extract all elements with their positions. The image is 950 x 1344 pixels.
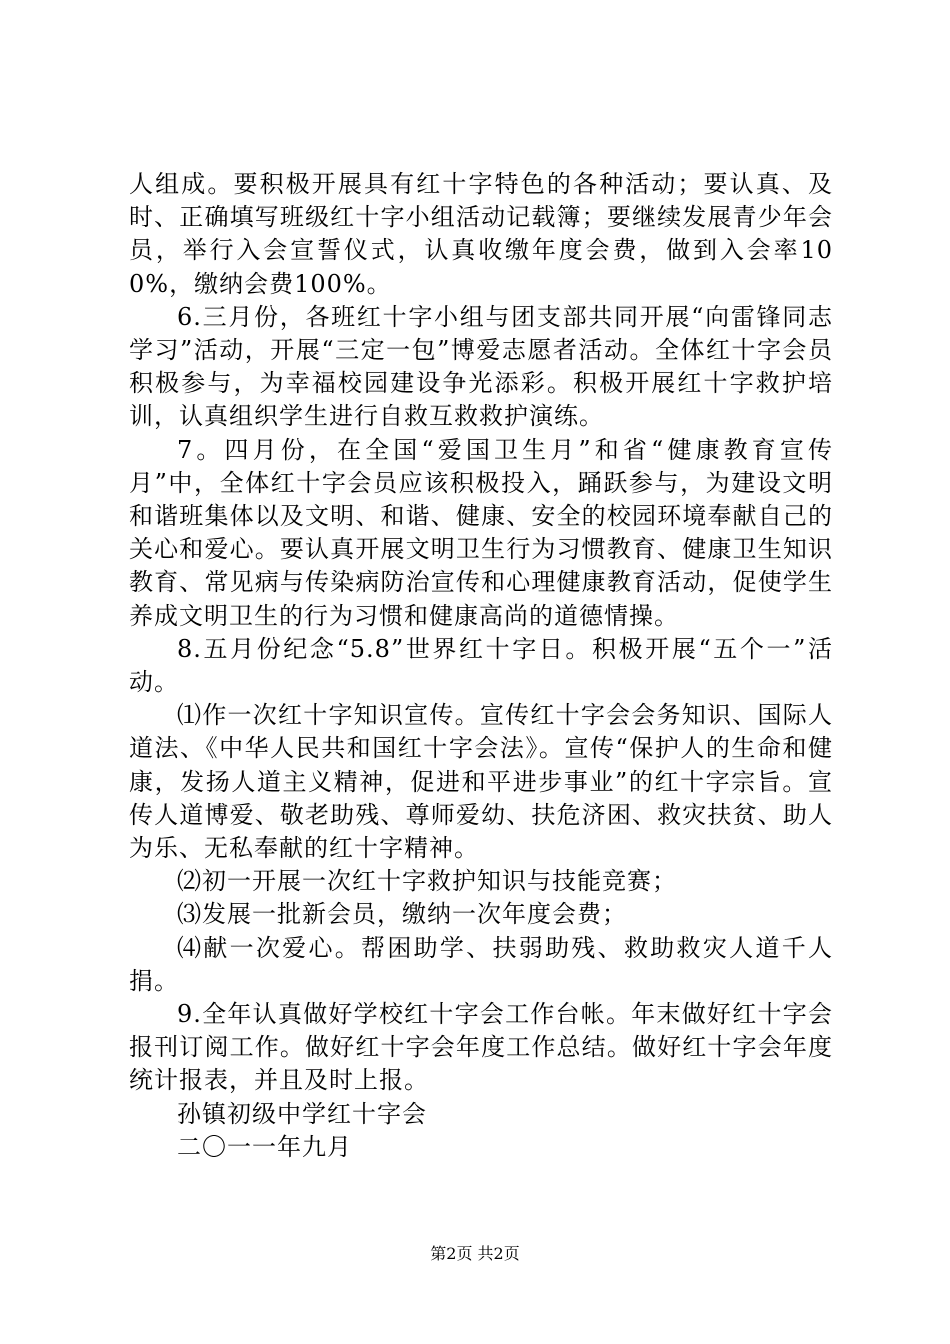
paragraph-subitem-2: ⑵初一开展一次红十字救护知识与技能竞赛； [177,867,677,896]
paragraph-item-9: 9.全年认真做好学校红十字会工作台帐。年末做好红十字会报刊订阅工作。做好红十字会年度工作总结。做好红十字会年度统计报表，并且及时上报。 [129,1000,833,1095]
paragraph-subitem-3: ⑶发展一批新会员，缴纳一次年度会费； [177,900,627,929]
document-body [129,168,833,1164]
signature-organization: 孙镇初级中学红十字会 [177,1099,427,1128]
paragraph-continuation: 人组成。要积极开展具有红十字特色的各种活动；要认真、及时、正确填写班级红十字小组活动记载簿；要继续发展青少年会员，举行入会宣誓仪式，认真收缴年度会费，做到入会率100%，缴纳会费100%。 [129,170,833,298]
paragraph-item-6: 6.三月份，各班红十字小组与团支部共同开展“向雷锋同志学习”活动，开展“三定一包”博爱志愿者活动。全体红十字会员积极参与，为幸福校园建设争光添彩。积极开展红十字救护培训，认真组织学生进行自救互救救护演练。 [129,302,833,431]
paragraph-item-7: 7。四月份，在全国“爱国卫生月”和省“健康教育宣传月”中，全体红十字会员应该积极投入，踊跃参与，为建设文明和谐班集体以及文明、和谐、健康、安全的校园环境奉献自己的关心和爱心。要认真开展文明卫生行为习惯教育、健康卫生知识教育、常见病与传染病防治宣传和心理健康教育活动，促使学生养成文明卫生的行为习惯和健康高尚的道德情操。 [129,435,833,630]
page-number-footer: 第2页 共2页 [430,1244,520,1263]
paragraph-subitem-4: ⑷献一次爱心。帮困助学、扶弱助残、救助救灾人道千人捐。 [129,933,833,995]
signature-date: 二〇一一年九月 [177,1132,352,1161]
paragraph-subitem-1: ⑴作一次红十字知识宣传。宣传红十字会会务知识、国际人道法、《中华人民共和国红十字会法》。宣传“保护人的生命和健康，发扬人道主义精神，促进和平进步事业”的红十字宗旨。宣传人道博爱、敬老助残、尊师爱幼、扶危济困、救灾扶贫、助人为乐、无私奉献的红十字精神。 [129,701,833,863]
paragraph-item-8: 8.五月份纪念“5.8”世界红十字日。积极开展“五个一”活动。 [129,634,833,697]
